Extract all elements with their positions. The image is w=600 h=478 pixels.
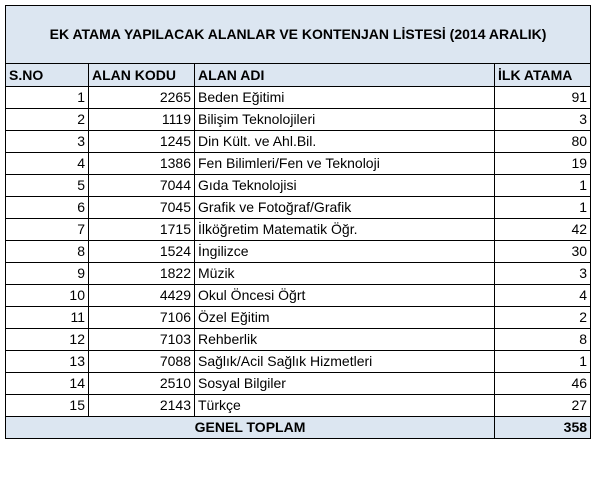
cell-alan-kodu: 4429 [89,285,195,307]
cell-sno: 4 [6,153,89,175]
cell-ilk-atama: 80 [495,131,591,153]
table-row [6,175,591,197]
table-row [6,351,591,373]
cell-ilk-atama: 30 [495,241,591,263]
cell-alan-kodu: 1715 [89,219,195,241]
cell-sno: 3 [6,131,89,153]
cell-sno: 14 [6,373,89,395]
cell-sno: 12 [6,329,89,351]
cell-alan-adi: Müzik [195,263,495,285]
cell-alan-kodu: 2143 [89,395,195,417]
table-row [6,263,591,285]
table-row [6,395,591,417]
cell-alan-adi: Türkçe [195,395,495,417]
cell-ilk-atama: 2 [495,307,591,329]
kontenjan-sheet [5,5,590,439]
cell-ilk-atama: 8 [495,329,591,351]
title-row [6,6,591,64]
cell-ilk-atama: 1 [495,197,591,219]
cell-sno: 6 [6,197,89,219]
cell-alan-adi: İngilizce [195,241,495,263]
cell-ilk-atama: 1 [495,175,591,197]
cell-ilk-atama: 27 [495,395,591,417]
cell-alan-kodu: 1524 [89,241,195,263]
cell-alan-kodu: 1822 [89,263,195,285]
cell-alan-kodu: 7106 [89,307,195,329]
sheet-title: EK ATAMA YAPILACAK ALANLAR VE KONTENJAN LİSTESİ (2014 ARALIK) [6,6,591,64]
cell-ilk-atama: 46 [495,373,591,395]
total-value: 358 [495,417,591,439]
cell-sno: 2 [6,109,89,131]
cell-alan-adi: Gıda Teknolojisi [195,175,495,197]
cell-sno: 15 [6,395,89,417]
table-row [6,109,591,131]
total-label: GENEL TOPLAM [6,417,495,439]
cell-alan-adi: Okul Öncesi Öğrt [195,285,495,307]
header-row [6,64,591,87]
cell-alan-kodu: 1386 [89,153,195,175]
cell-alan-adi: İlköğretim Matematik Öğr. [195,219,495,241]
table-row [6,87,591,109]
cell-alan-kodu: 2510 [89,373,195,395]
cell-ilk-atama: 3 [495,109,591,131]
cell-ilk-atama: 91 [495,87,591,109]
cell-sno: 10 [6,285,89,307]
kontenjan-table [5,5,591,439]
cell-alan-kodu: 7044 [89,175,195,197]
total-row [6,417,591,439]
cell-ilk-atama: 1 [495,351,591,373]
cell-sno: 7 [6,219,89,241]
cell-ilk-atama: 4 [495,285,591,307]
header-alan-adi: ALAN ADI [195,64,495,87]
cell-alan-kodu: 2265 [89,87,195,109]
table-row [6,329,591,351]
table-row [6,219,591,241]
table-row [6,307,591,329]
cell-sno: 11 [6,307,89,329]
cell-alan-adi: Beden Eğitimi [195,87,495,109]
table-row [6,285,591,307]
cell-alan-adi: Fen Bilimleri/Fen ve Teknoloji [195,153,495,175]
cell-alan-adi: Sağlık/Acil Sağlık Hizmetleri [195,351,495,373]
cell-ilk-atama: 42 [495,219,591,241]
cell-alan-adi: Grafik ve Fotoğraf/Grafik [195,197,495,219]
cell-alan-kodu: 7045 [89,197,195,219]
table-row [6,373,591,395]
table-row [6,241,591,263]
cell-alan-adi: Rehberlik [195,329,495,351]
cell-sno: 1 [6,87,89,109]
table-row [6,131,591,153]
cell-sno: 9 [6,263,89,285]
table-row [6,197,591,219]
cell-sno: 5 [6,175,89,197]
cell-alan-kodu: 7103 [89,329,195,351]
header-sno: S.NO [6,64,89,87]
cell-alan-kodu: 1119 [89,109,195,131]
cell-alan-adi: Özel Eğitim [195,307,495,329]
cell-alan-kodu: 1245 [89,131,195,153]
header-alan-kodu: ALAN KODU [89,64,195,87]
cell-alan-adi: Sosyal Bilgiler [195,373,495,395]
cell-sno: 8 [6,241,89,263]
cell-ilk-atama: 19 [495,153,591,175]
cell-alan-kodu: 7088 [89,351,195,373]
cell-ilk-atama: 3 [495,263,591,285]
cell-alan-adi: Bilişim Teknolojileri [195,109,495,131]
table-row [6,153,591,175]
header-ilk-atama: İLK ATAMA [495,64,591,87]
cell-sno: 13 [6,351,89,373]
cell-alan-adi: Din Kült. ve Ahl.Bil. [195,131,495,153]
